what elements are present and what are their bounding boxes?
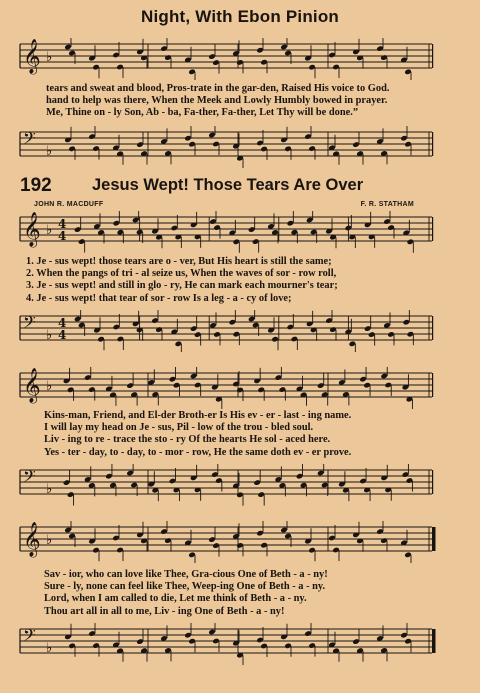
time-signature-top: 4: [58, 217, 67, 231]
bass-staff-system-3: [0, 623, 480, 665]
bass-staff-system-1: [0, 310, 480, 352]
lyric-line: Yes - ter - day, to - day, to - mor - row, He the same doth ev - er prove.: [44, 446, 352, 458]
lyric-line: Me, Thine on - ly Son, Ab - ba, Fa-ther, Fa-ther, Let Thy will be done.”: [46, 107, 359, 119]
lyric-line: I will lay my head on Je - sus, Pil - low of the trou - bled soul.: [44, 422, 314, 434]
treble-clef-icon: 𝄞: [23, 39, 41, 74]
lyric-line: 1. Je - sus wept! those tears are o - ver, But His heart is still the same;: [26, 256, 332, 267]
final-barline: [432, 316, 433, 340]
lyric-line: Liv - ing to re - trace the sto - ry Of the hearts He sol - aced here.: [44, 434, 331, 446]
flat-icon: ♭: [46, 482, 53, 497]
lyric-line: 4. Je - sus wept! that tear of sor - row Is a leg - a - cy of love;: [26, 292, 292, 304]
system-2-lyrics: [20, 410, 440, 459]
final-barline: [432, 44, 433, 68]
flat-icon: ♭: [46, 641, 53, 656]
music-credit: F. R. STATHAM: [360, 201, 414, 208]
flat-icon: ♭: [46, 223, 53, 238]
lyric-line: Sav - ior, who can love like Thee, Gra-cious One of Beth - a - ny!: [44, 569, 328, 580]
final-barline: [432, 527, 436, 551]
flat-icon: ♭: [46, 50, 53, 65]
hymn-title-jesus-wept: Jesus Wept! Those Tears Are Over: [92, 176, 364, 194]
treble-staff-top: [0, 38, 480, 80]
treble-clef-icon: 𝄞: [23, 522, 41, 557]
treble-clef-icon: 𝄞: [23, 212, 41, 247]
flat-icon: ♭: [46, 533, 53, 548]
lyric-line: Sure - ly, none can feel like Thee, Weep-ing One of Beth - a - ny.: [44, 581, 326, 593]
hymn-title-night-with-ebon-pinion: Night, With Ebon Pinion: [140, 7, 340, 26]
final-barline: [432, 217, 433, 241]
final-barline: [432, 470, 433, 494]
time-signature-bottom: 4: [58, 229, 67, 243]
time-signature-bottom: 4: [58, 328, 67, 342]
bass-staff-system-2: [0, 464, 480, 506]
system-3-lyrics: [20, 569, 440, 618]
final-barline: [432, 629, 436, 653]
flat-icon: ♭: [46, 144, 53, 159]
treble-clef-icon: 𝄞: [23, 368, 41, 403]
flat-icon: ♭: [46, 379, 53, 394]
bass-clef-icon: 𝄢: [23, 128, 36, 152]
lyric-line: hand to help was there, When the Meek and Lowly Humbly bowed in prayer.: [46, 95, 388, 107]
treble-staff-system-2: [0, 367, 480, 409]
hymn-number: 192: [20, 175, 52, 196]
top-hymn-lyrics: [20, 83, 440, 120]
system-1-lyrics: [20, 256, 440, 305]
final-barline: [432, 132, 433, 156]
final-barline: [432, 373, 433, 397]
treble-staff-system-3: [0, 521, 480, 563]
bass-clef-icon: 𝄢: [23, 312, 36, 336]
treble-staff-system-1: [0, 211, 480, 253]
lyric-line: 2. When the pangs of tri - al seize us, When the waves of sor - row roll,: [26, 268, 337, 280]
lyric-line: tears and sweat and blood, Pros-trate in the gar-den, Raised His voice to God.: [46, 83, 390, 94]
lyric-line: 3. Je - sus wept! and still in glo - ry, He can mark each mourner's tear;: [26, 280, 338, 292]
time-signature-top: 4: [58, 316, 67, 330]
bass-clef-icon: 𝄢: [23, 466, 36, 490]
bass-clef-icon: 𝄢: [23, 625, 36, 649]
lyric-line: Thou art all in all to me, Liv - ing One of Beth - a - ny!: [44, 605, 285, 617]
lyric-line: Lord, when I am called to die, Let me think of Beth - a - ny.: [44, 593, 307, 605]
bass-staff-top: [0, 126, 480, 168]
lyric-line: Kins-man, Friend, and El-der Broth-er Is His ev - er - last - ing name.: [44, 410, 352, 421]
flat-icon: ♭: [46, 328, 53, 343]
words-credit: JOHN R. MACDUFF: [34, 201, 104, 208]
